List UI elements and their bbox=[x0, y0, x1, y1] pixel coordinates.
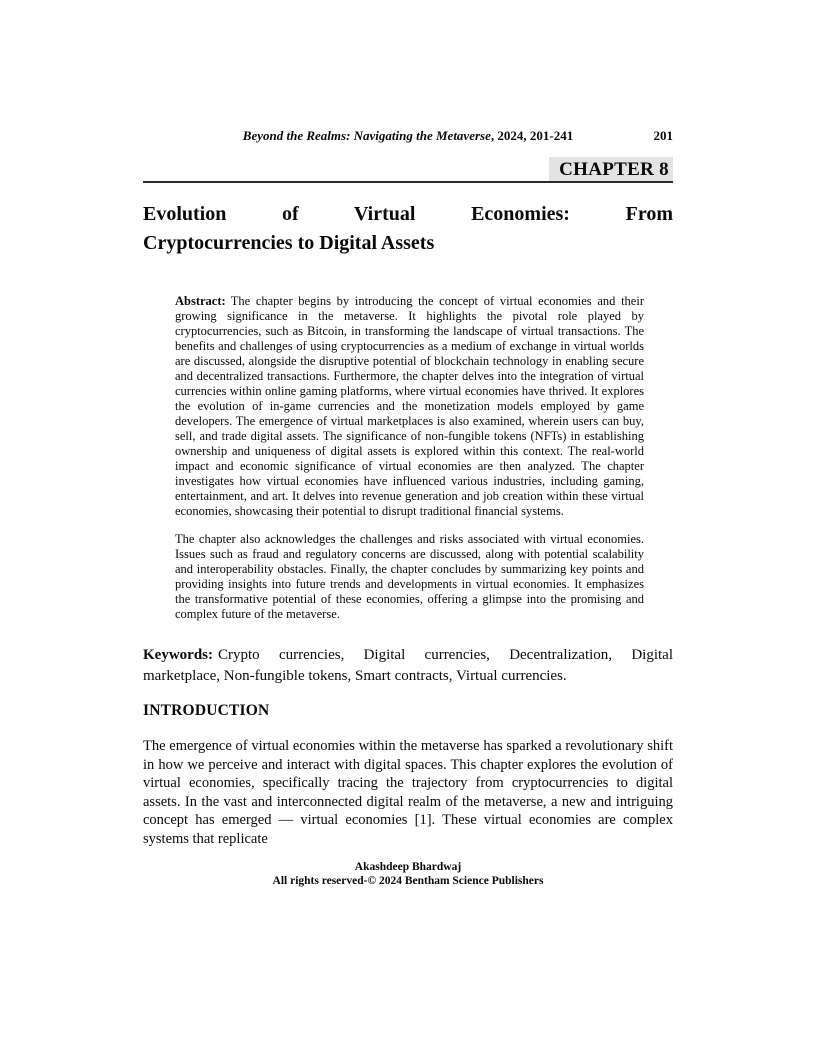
footer-rights: All rights reserved-© 2024 Bentham Science Publishers bbox=[272, 875, 544, 887]
abstract-section bbox=[175, 294, 644, 622]
page-number: 201 bbox=[653, 128, 673, 143]
introduction-paragraph: The emergence of virtual economies within the metaverse has sparked a revolutionary shift in how we perceive and interact with digital spaces. This chapter explores the evolution of virtual economies, specifically tracing the trajectory from cryptocurrencies to digital assets. In the vast and interconnected digital realm of the metaverse, a new and intriguing concept has emerged — virtual economies [1]. These virtual economies are complex systems that replicate bbox=[143, 738, 673, 847]
book-citation-suffix: , 2024, 201-241 bbox=[490, 128, 574, 143]
abstract-text-1: The chapter begins by introducing the concept of virtual economies and their growing significance in the metaverse. It highlights the pivotal role played by cryptocurrencies, such as Bitcoin, in transforming the landscape of virtual transactions. The benefits and challenges of using cryptocurrencies as a medium of exchange in virtual worlds are discussed, alongside the disruptive potential of blockchain technology in enabling secure and decentralized transactions. Furthermore, the chapter delves into the integration of virtual currencies within online gaming platforms, where virtual economies have thrived. It explores the evolution of in-game currencies and the monetization models employed by game developers. The emergence of virtual marketplaces is also examined, wherein users can buy, sell, and trade digital assets. The significance of non-fungible tokens (NFTs) in establishing ownership and uniqueness of digital assets is explored within this context. The real-world impact and economic significance of virtual economies are then analyzed. The chapter investigates how virtual economies have influenced various industries, including gaming, entertainment, and art. It delves into revenue generation and job creation within these virtual economies, showcasing their potential to disrupt traditional financial systems. bbox=[175, 294, 644, 518]
chapter-title-line-2: Cryptocurrencies to Digital Assets bbox=[143, 232, 435, 254]
chapter-header-rule bbox=[143, 157, 673, 183]
page-footer bbox=[143, 860, 673, 888]
section-heading-introduction: INTRODUCTION bbox=[143, 702, 270, 719]
abstract-label: Abstract: bbox=[175, 294, 226, 308]
keywords bbox=[143, 645, 673, 687]
abstract-paragraph-1 bbox=[175, 294, 644, 519]
running-head-title bbox=[243, 128, 573, 143]
keywords-label: Keywords: bbox=[143, 647, 213, 663]
keywords-text: Crypto currencies, Digital currencies, Decentralization, Digital marketplace, Non-fungible tokens, Smart contracts, Virtual currencies. bbox=[143, 647, 673, 684]
chapter-title bbox=[143, 200, 673, 258]
chapter-title-line-1: Evolution of Virtual Economies: From bbox=[143, 203, 673, 225]
abstract-text-2: The chapter also acknowledges the challenges and risks associated with virtual economies. Issues such as fraud and regulatory concerns are discussed, along with potential scalability and interoperability obstacles. Finally, the chapter concludes by summarizing key points and providing insights into future trends and developments in virtual economies. It emphasizes the transformative potential of these economies, offering a glimpse into the promising and complex future of the metaverse. bbox=[175, 532, 644, 621]
chapter-badge: CHAPTER 8 bbox=[549, 157, 673, 181]
footer-author: Akashdeep Bhardwaj bbox=[354, 861, 462, 873]
running-head bbox=[143, 128, 673, 145]
abstract-paragraph-2 bbox=[175, 532, 644, 622]
book-title: Beyond the Realms: Navigating the Metaverse bbox=[242, 128, 491, 143]
